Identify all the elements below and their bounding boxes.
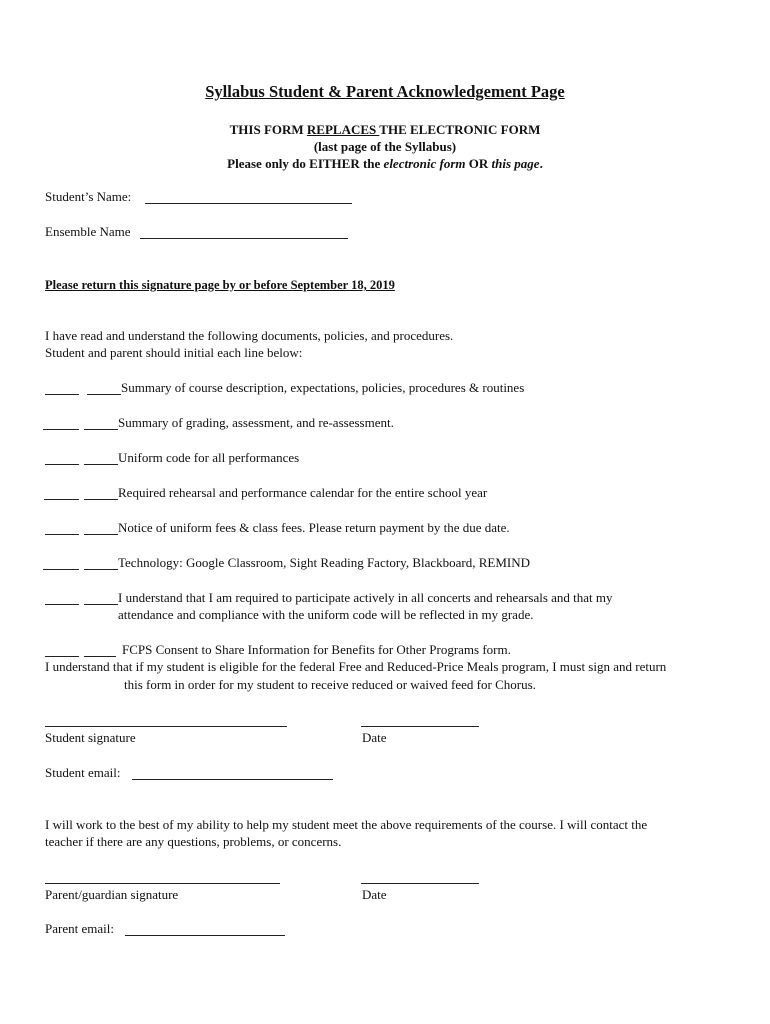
parent-initial-blank[interactable] (84, 499, 118, 500)
instruction-electronic: electronic form (383, 156, 466, 171)
notice-text-end: THE ELECTRONIC FORM (379, 122, 541, 137)
parent-date-field[interactable] (361, 883, 479, 884)
parent-email-label: Parent email: (45, 921, 114, 936)
parent-initial-blank[interactable] (87, 394, 121, 395)
form-notice (0, 122, 770, 138)
ensemble-name-label: Ensemble Name (45, 224, 131, 239)
instruction-text: Please only do EITHER the (227, 156, 384, 171)
list-item-continued: this form in order for my student to receive reduced or waived feed for Chorus. (124, 677, 536, 692)
parent-statement-line-2: teacher if there are any questions, problems, or concerns. (45, 834, 342, 849)
student-email-label: Student email: (45, 765, 121, 780)
list-item: Technology: Google Classroom, Sight Reading Factory, Blackboard, REMIND (118, 555, 531, 570)
notice-replaces: REPLACES (306, 122, 380, 137)
parent-signature-label: Parent/guardian signature (45, 887, 179, 902)
student-initial-blank[interactable] (45, 394, 79, 395)
parent-initial-blank[interactable] (84, 534, 118, 535)
intro-line-1: I have read and understand the following documents, policies, and procedures. (45, 328, 454, 343)
notice-text: THIS FORM (229, 122, 307, 137)
list-item: Notice of uniform fees & class fees. Please return payment by the due date. (118, 520, 510, 535)
list-item: I understand that I am required to participate actively in all concerts and rehearsals and that my (118, 590, 613, 605)
instruction-period: . (539, 156, 543, 171)
student-email-field[interactable] (132, 779, 333, 780)
list-item: FCPS Consent to Share Information for Benefits for Other Programs form. (122, 642, 511, 657)
list-item-continued: attendance and compliance with the uniform code will be reflected in my grade. (118, 607, 534, 622)
student-date-field[interactable] (361, 726, 479, 727)
parent-initial-blank[interactable] (84, 569, 118, 570)
student-signature-field[interactable] (45, 726, 287, 727)
notice-instruction (0, 156, 770, 172)
student-initial-blank[interactable] (45, 604, 79, 605)
deadline-notice: Please return this signature page by or before September 18, 2019 (45, 278, 395, 292)
parent-initial-blank[interactable] (84, 429, 118, 430)
student-date-label: Date (362, 730, 387, 745)
student-name-label: Student’s Name: (45, 189, 132, 204)
list-item: Uniform code for all performances (118, 450, 300, 465)
list-item: Summary of course description, expectations, policies, procedures & routines (121, 380, 525, 395)
student-signature-label: Student signature (45, 730, 136, 745)
student-initial-blank[interactable] (45, 464, 79, 465)
student-name-field[interactable] (145, 203, 352, 204)
student-initial-blank[interactable] (45, 534, 79, 535)
intro-line-2: Student and parent should initial each line below: (45, 345, 303, 360)
parent-initial-blank[interactable] (84, 604, 118, 605)
ensemble-name-field[interactable] (140, 238, 348, 239)
list-item: Summary of grading, assessment, and re-assessment. (118, 415, 394, 430)
parent-date-label: Date (362, 887, 387, 902)
list-item-continued: I understand that if my student is eligible for the federal Free and Reduced-Price Meals program, I must sign and return (45, 659, 667, 674)
parent-initial-blank[interactable] (84, 656, 116, 657)
instruction-or: OR (465, 156, 492, 171)
student-initial-blank[interactable] (43, 429, 79, 430)
parent-email-field[interactable] (125, 935, 285, 936)
student-initial-blank[interactable] (44, 499, 79, 500)
instruction-this-page: this page (491, 156, 540, 171)
page-title: Syllabus Student & Parent Acknowledgement Page (205, 82, 565, 101)
notice-subtitle: (last page of the Syllabus) (313, 139, 457, 154)
list-item: Required rehearsal and performance calendar for the entire school year (118, 485, 488, 500)
parent-signature-field[interactable] (45, 883, 280, 884)
student-initial-blank[interactable] (43, 569, 79, 570)
parent-initial-blank[interactable] (84, 464, 118, 465)
parent-statement-line-1: I will work to the best of my ability to help my student meet the above requirements of the course. I will contact the (45, 817, 648, 832)
student-initial-blank[interactable] (45, 656, 79, 657)
